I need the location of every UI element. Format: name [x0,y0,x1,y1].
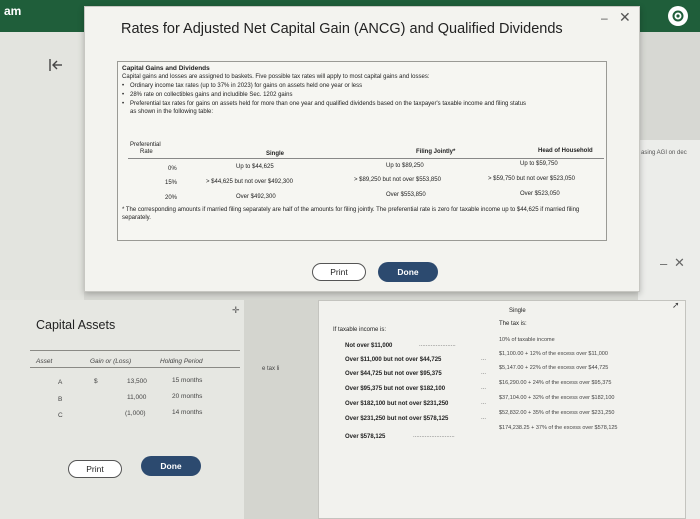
row-6-left: Over $231,250 but not over $578,125 [345,416,449,422]
row-1-right: 10% of taxable income [499,337,555,343]
single-tax-table [318,300,686,519]
right-head: The tax is: [499,321,527,327]
bullet-collectibles: • 28% rate on collectibles gains and includible Sec. 1202 gains [130,92,600,100]
settings-button[interactable] [668,6,688,26]
row-6-dots: ... [481,415,487,421]
dialog-minimize-icon[interactable]: – [601,11,608,25]
row-7-right: $174,238.25 + 37% of the excess over $578,125 [499,425,618,431]
row-1-dots: ...................... [419,342,456,348]
row-3-left: Over $44,725 but not over $95,375 [345,371,442,377]
row-4-dots: ... [481,385,487,391]
gear-icon [671,9,685,23]
single-20: Over $492,300 [236,194,276,200]
bullet-ordinary: • Ordinary income tax rates (up to 37% in 2023) for gains on assets held one year or less [130,83,600,91]
asset-header: Asset [36,358,53,365]
row-3-dots: ... [481,370,487,376]
dialog-title: Rates for Adjusted Net Capital Gain (ANCG) and Qualified Dividends [121,21,563,37]
gain-c: (1,000) [125,410,146,417]
hoh-0: Up to $59,750 [520,161,558,167]
row-1-left: Not over $11,000 [345,343,393,349]
dialog-close-icon[interactable]: ✕ [619,9,631,25]
single-title: Single [509,308,526,314]
hoh-20: Over $523,050 [520,191,560,197]
rate-20: 20% [165,195,178,201]
row-2-right: $1,100.00 + 12% of the excess over $11,000 [499,351,608,357]
dialog-print-button[interactable]: Print [312,263,366,281]
collapse-left-icon[interactable] [48,58,64,72]
row-2-left: Over $11,000 but not over $44,725 [345,357,442,363]
assets-title: Capital Assets [36,318,116,332]
middle-panel-background [244,300,318,519]
joint-15: > $89,250 but not over $553,850 [354,177,441,183]
period-header: Holding Period [160,358,203,365]
pref-rate-label [130,142,161,156]
rate-0: 0% [168,166,177,172]
rates-dialog [84,6,640,292]
row-7-left: Over $578,125 [345,434,386,440]
gain-a: 13,500 [127,378,147,385]
row-5-left: Over $182,100 but not over $231,250 [345,401,449,407]
header-divider [128,158,604,159]
minimize-icon[interactable]: – [660,256,668,271]
bullet-preferential: • Preferential tax rates for gains on assets held for more than one year and qualified dividends based on the taxpayer's taxable income and filing status as shown in the following table: [130,101,530,116]
capital-gains-box [117,61,607,241]
assets-header-line [30,367,240,368]
joint-20: Over $553,850 [386,192,426,198]
period-b: 20 months [172,393,203,400]
row-4-left: Over $95,375 but not over $182,100 [345,386,446,392]
left-panel-background [0,32,84,302]
period-c: 14 months [172,409,203,416]
close-icon[interactable]: ✕ [674,255,685,270]
row-5-right: $37,104.00 + 32% of the excess over $182,100 [499,395,615,401]
row-7-dots: ......................... [413,433,455,439]
background-text-right: asing AGI on dec [641,150,687,156]
rate-15: 15% [165,180,178,186]
asset-a: A [58,379,63,386]
gain-b: 11,000 [127,394,147,401]
left-head: If taxable income is: [333,327,387,333]
resize-handle-icon[interactable]: ✛ [232,305,240,315]
row-2-dots: ... [481,356,487,362]
period-a: 15 months [172,377,203,384]
row-5-dots: ... [481,400,487,406]
box-intro: Capital gains and losses are assigned to baskets. Five possible tax rates will apply to most capital gains and losses: [122,74,430,80]
app-title: am [4,4,22,18]
asset-c: C [58,412,63,419]
header-hoh: Head of Household [538,148,593,154]
single-15: > $44,625 but not over $492,300 [206,179,293,185]
pref-label-line2: Rate [140,149,153,155]
box-heading: Capital Gains and Dividends [122,65,210,72]
pin-icon[interactable]: ➚ [672,300,680,310]
header-single: Single [266,151,285,157]
pref-label-line1: Preferential [130,142,161,148]
header-joint: Filing Jointly* [416,149,456,155]
assets-top-line [30,350,240,351]
background-text-middle: e tax li [262,366,280,372]
capital-assets-panel [0,300,244,519]
row-6-right: $52,832.00 + 35% of the excess over $231,250 [499,410,615,416]
row-3-right: $5,147.00 + 22% of the excess over $44,725 [499,365,609,371]
gain-header: Gain or (Loss) [90,358,132,365]
row-4-right: $16,290.00 + 24% of the excess over $95,375 [499,380,612,386]
footnote: * The corresponding amounts if married filing separately are half of the amounts for filing jointly. The preferential rate is zero for taxable income up to $44,625 if married filing separately. [122,207,580,221]
assets-done-button[interactable]: Done [141,456,201,476]
single-0: Up to $44,625 [236,164,274,170]
assets-print-button[interactable]: Print [68,460,122,478]
hoh-15: > $59,750 but not over $523,050 [488,176,575,182]
joint-0: Up to $89,250 [386,163,424,169]
currency-sign: $ [94,378,98,385]
dialog-done-button[interactable]: Done [378,262,438,282]
asset-b: B [58,396,63,403]
